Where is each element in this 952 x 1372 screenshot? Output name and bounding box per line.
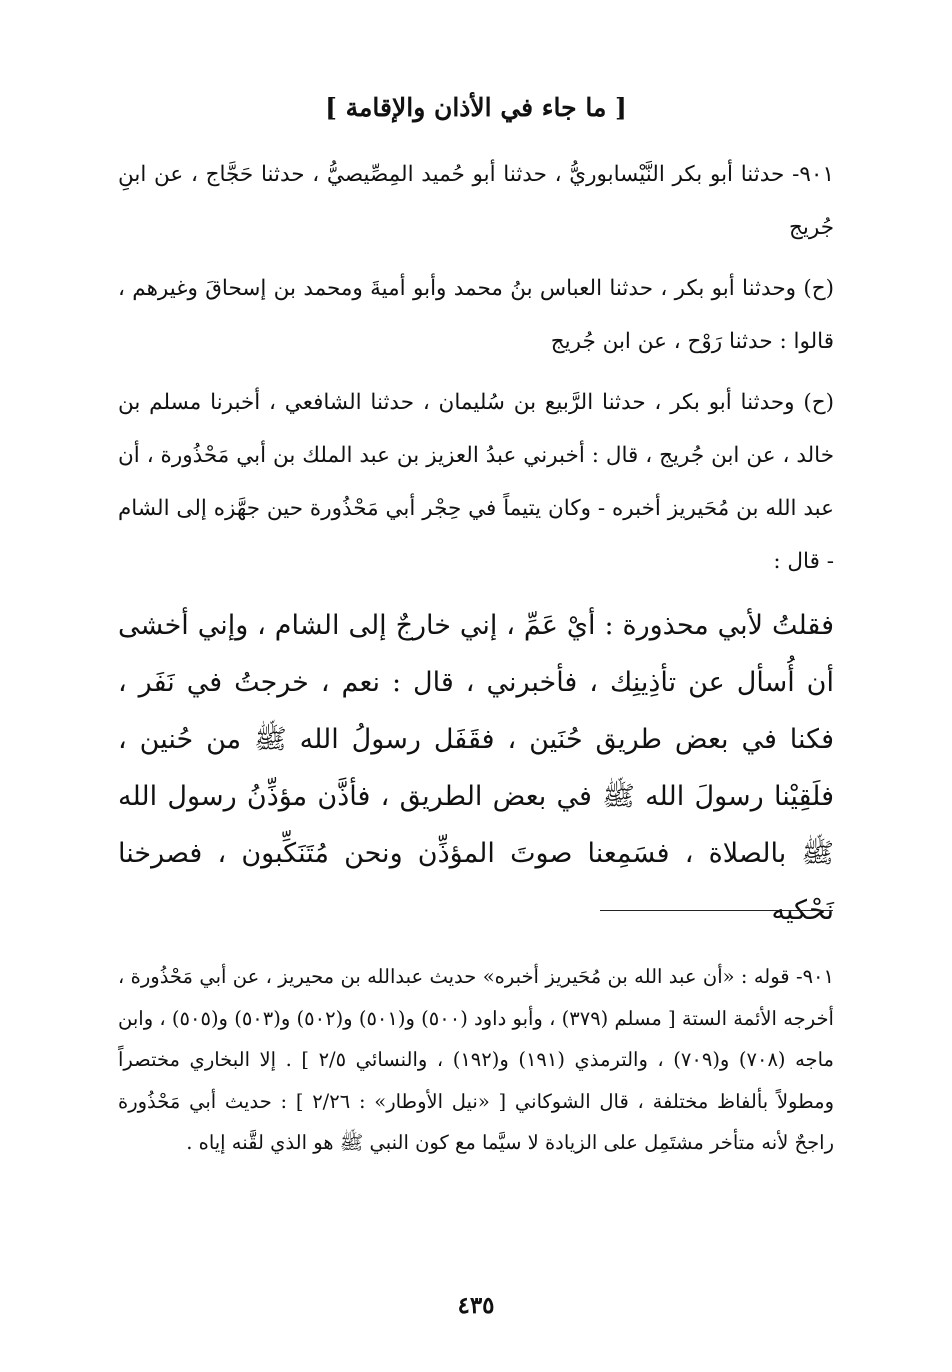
hadith-chain-paragraph-3: (ح) وحدثنا أبو بكر ، حدثنا الرَّبيع بن سُليمان ، حدثنا الشافعي ، أخبرنا مسلم بن خالد ، عن ابن جُريج ، قال : أخبرني عبدُ العزيز بن عبد الملك بن أبي مَحْذُورة ، أن عبد الله بن مُحَيريز أخبره - وكان يتيماً في حِجْر أبي مَحْذُورة حين جهَّزه إلى الشام - قال : <box>118 390 834 574</box>
page-number: ٤٣٥ <box>457 1292 495 1319</box>
footnote-separator <box>600 910 833 911</box>
hadith-chain-paragraph-2: (ح) وحدثنا أبو بكر ، حدثنا العباس بنُ محمد وأبو أميةَ ومحمد بن إسحاقَ وغيرهم ، قالوا : حدثنا رَوْح ، عن ابن جُريج <box>118 276 834 354</box>
footnote-text: ٩٠١- قوله : «أن عبد الله بن مُحَيريز أخبره» حديث عبدالله بن محيريز ، عن أبي مَحْذُورة ، أخرجه الأئمة الستة [ مسلم (٣٧٩) ، وأبو داود (٥٠٠) و(٥٠١) و(٥٠٢) و(٥٠٣) و(٥٠٥) ، وابن ماجه (٧٠٨) و(٧٠٩) ، والترمذي (١٩١) و(١٩٢) ، والنسائي ٢/٥ ] . إلا البخاري مختصراً ومطولاً بألفاظ مختلفة ، قال الشوكاني [ «نيل الأوطار» : ٢/٢٦ ] : حديث أبي مَحْذُورة راجحٌ لأنه متأخر مشتَمِل على الزيادة لا سيَّما مع كون النبي ﷺ هو الذي لقَّنه إياه . <box>118 965 834 1154</box>
hadith-chain-paragraph-1: ٩٠١- حدثنا أبو بكر النَّيْسابوريُّ ، حدثنا أبو حُميد المِصِّيصيُّ ، حدثنا حَجَّاج ، عن ابنِ جُريج <box>118 162 834 240</box>
section-heading: [ ما جاء في الأذان والإقامة ] <box>325 93 627 122</box>
hadith-text-paragraph: فقلتُ لأبي محذورة : أيْ عَمِّ ، إني خارجٌ إلى الشام ، وإني أخشى أن أُسأل عن تأذِينِك ، فأخبرني ، قال : نعم ، خرجتُ في نَفَر ، فكنا في بعض طريق حُنَين ، فقَفَل رسولُ الله ﷺ من حُنين ، فلَقِيْنا رسولَ الله ﷺ في بعض الطريق ، فأذَّن مؤذِّنُ رسول الله ﷺ بالصلاة ، فسَمِعنا صوتَ المؤذِّن ونحن مُتَنَكِّبون ، فصرخنا نَحْكيه <box>118 610 834 926</box>
